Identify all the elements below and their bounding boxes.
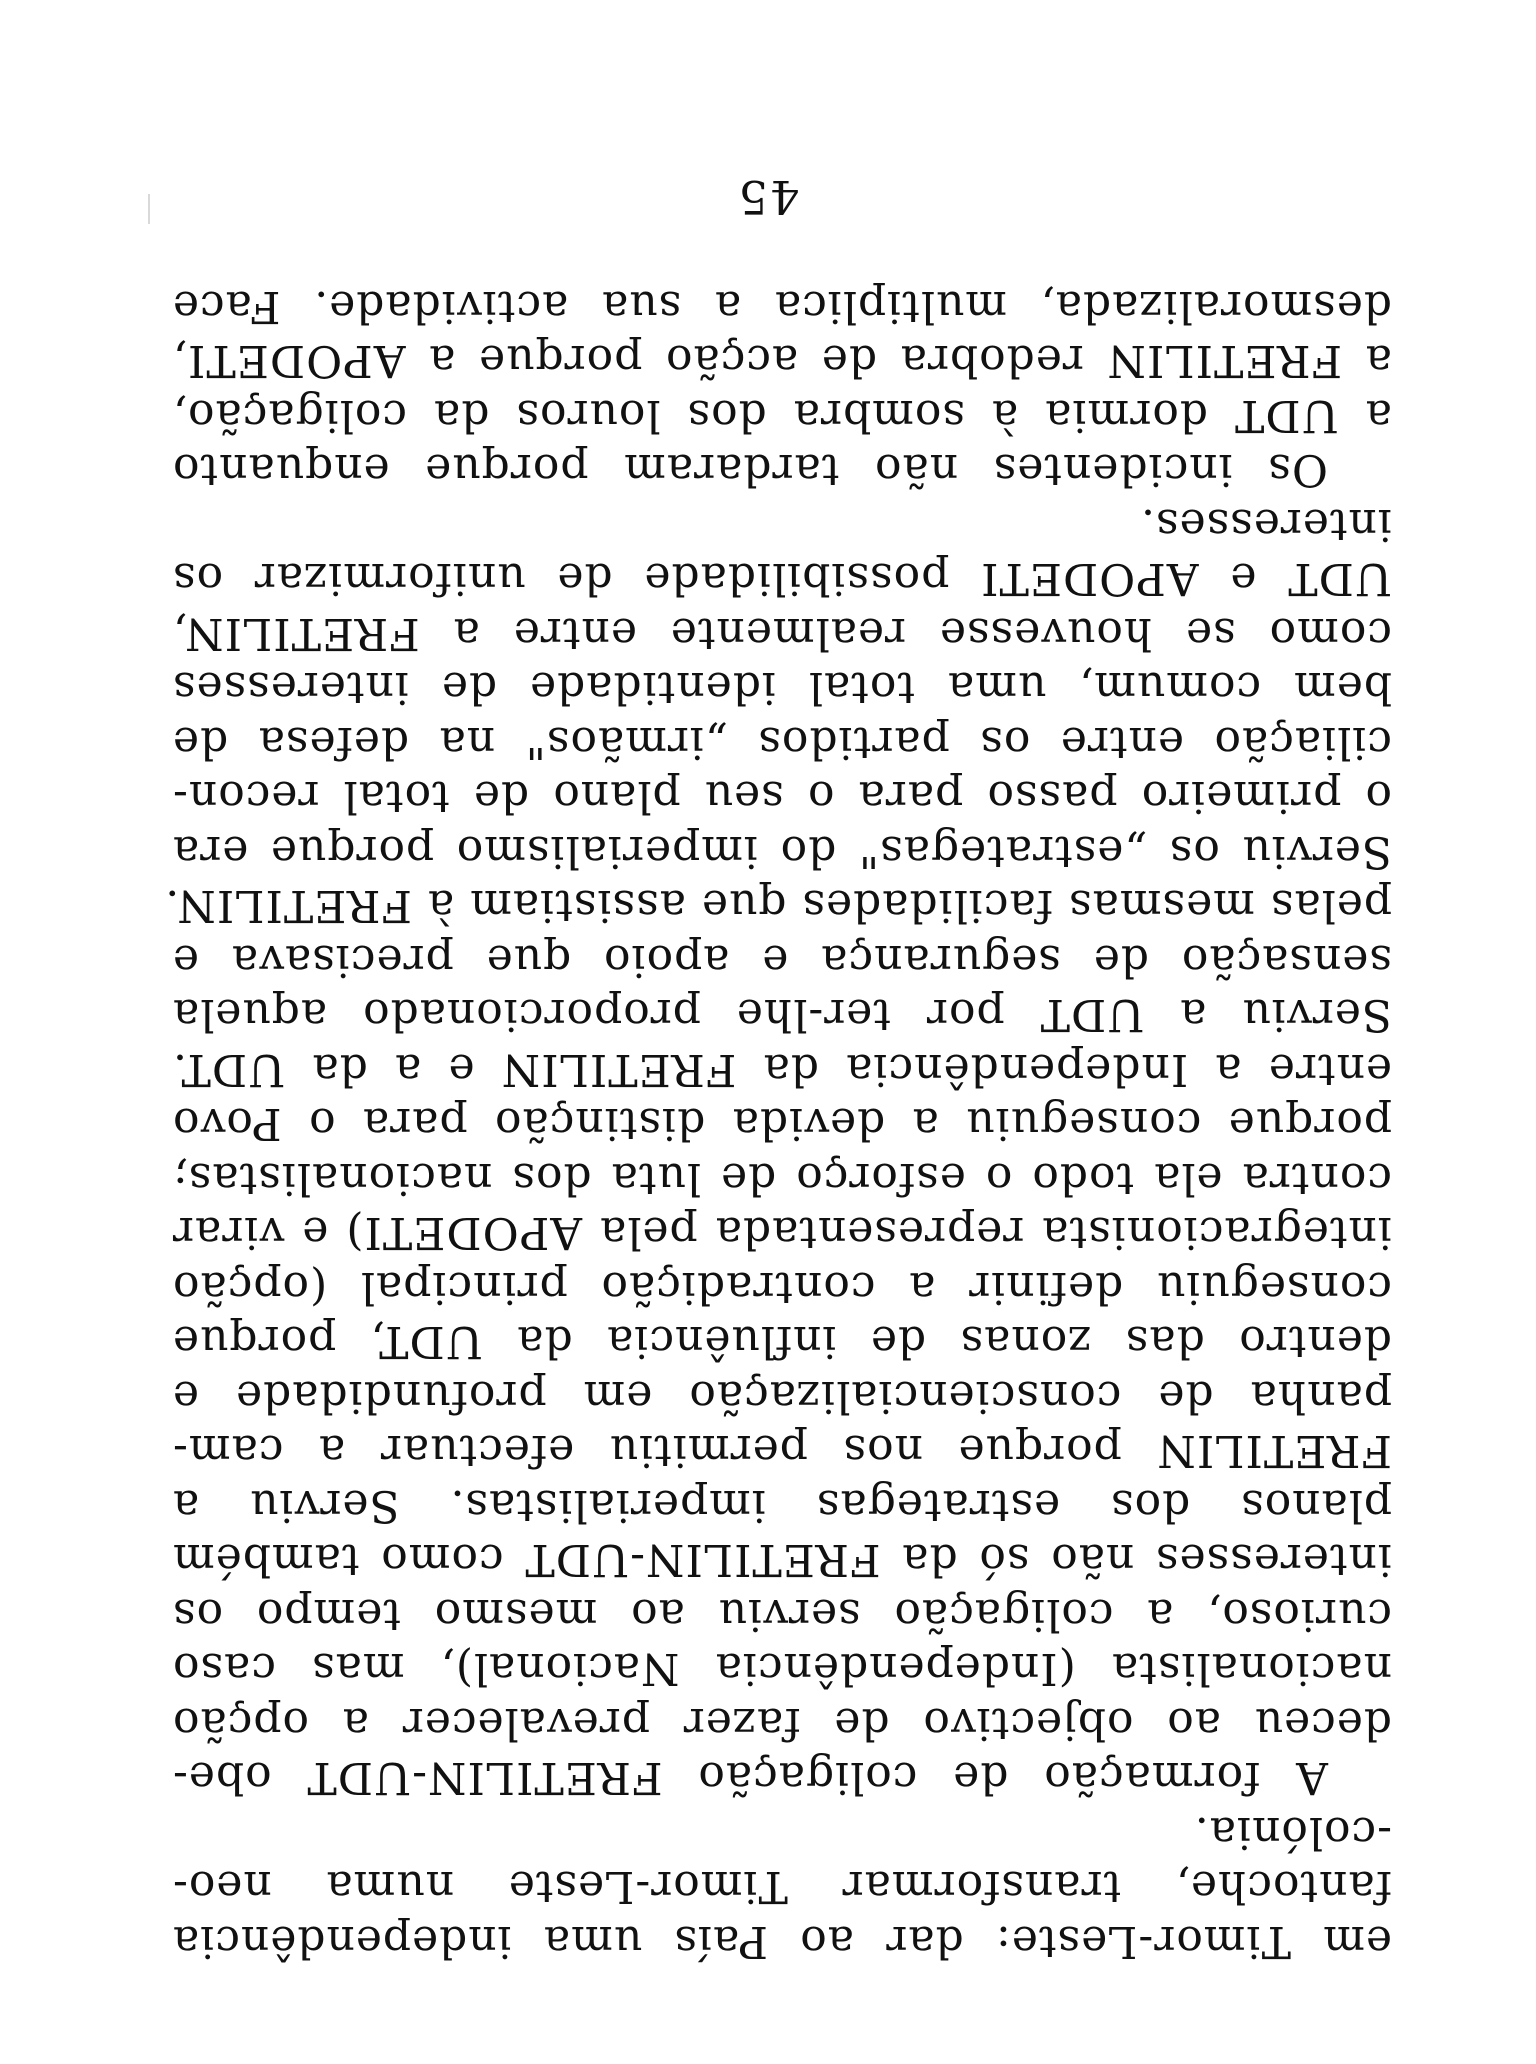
text-line: integracionista representada pela APODETI) e virar [172,1207,1392,1259]
text-line: A formação de coligação FRETILIN-UDT obe- [172,1752,1328,1804]
text-line: curioso, a coligação serviu ao mesmo tempo os [172,1589,1392,1640]
text-line: Serviu a UDT por ter-lhe proporcionado aquela [172,989,1392,1041]
text-line: -colónia. [1193,1807,1392,1858]
body-text [164,279,1392,1969]
page-number: 45 [736,170,800,224]
text-line: a FRETILIN redobra de acção porque a APODETI, [172,335,1392,387]
text-line: conseguiu definir a contradição principal (opção [172,1262,1392,1313]
scan-speck [148,194,150,224]
text-line: contra ela todo o esforço de luta dos nacionalistas; [172,1153,1392,1204]
text-line: FRETILIN porque nos permitiu efectuar a cam- [172,1425,1392,1477]
text-line: UDT e APODETI possibilidade de uniformizar os [172,553,1392,605]
text-line: deceu ao objectivo de fazer prevalecer a opção [172,1698,1392,1749]
text-line: porque conseguiu a devida distinção para o Povo [172,1098,1392,1150]
text-line: Serviu os „estrategas" do imperialismo porque era [172,826,1392,877]
text-line: desmoralizada, multiplica a sua actividade. Face [172,281,1392,332]
text-line: panha de consciencialização em profundidade e [172,1371,1392,1422]
text-line: sensação de segurança e apoio que precisava e [172,935,1392,986]
text-line: pelas mesmas facilidades que assistiam à FRETILIN. [164,880,1392,932]
text-line: interesses. [1140,499,1392,550]
text-line: o primeiro passo para o seu plano de total recon- [172,771,1392,823]
text-line: entre a Independência da FRETILIN e a da UDT. [172,1044,1392,1095]
text-line: nacionalista (Independência Nacional), mas caso [172,1643,1392,1695]
text-line: como se houvesse realmente entre a FRETILIN, [172,608,1392,659]
text-line: interesses não só da FRETILIN-UDT como também [172,1534,1392,1586]
text-line: dentro das zonas de influência da UDT, porque [172,1316,1392,1368]
text-line: fantoche, transformar Timor-Leste numa neo- [172,1861,1392,1913]
text-line: Os incidentes não tardaram porque enquanto [172,444,1328,496]
text-line: a UDT dormia à sombra dos louros da coligação, [172,390,1392,441]
text-line: planos dos estrategas imperialistas. Serviu a [172,1480,1392,1531]
text-line: bem comum, uma total identidade de interesses [172,662,1392,714]
text-line: em Timor-Leste: dar ao País uma independência [172,1916,1392,1967]
text-line: ciliação entre os partidos „irmãos" na defesa de [172,717,1392,768]
